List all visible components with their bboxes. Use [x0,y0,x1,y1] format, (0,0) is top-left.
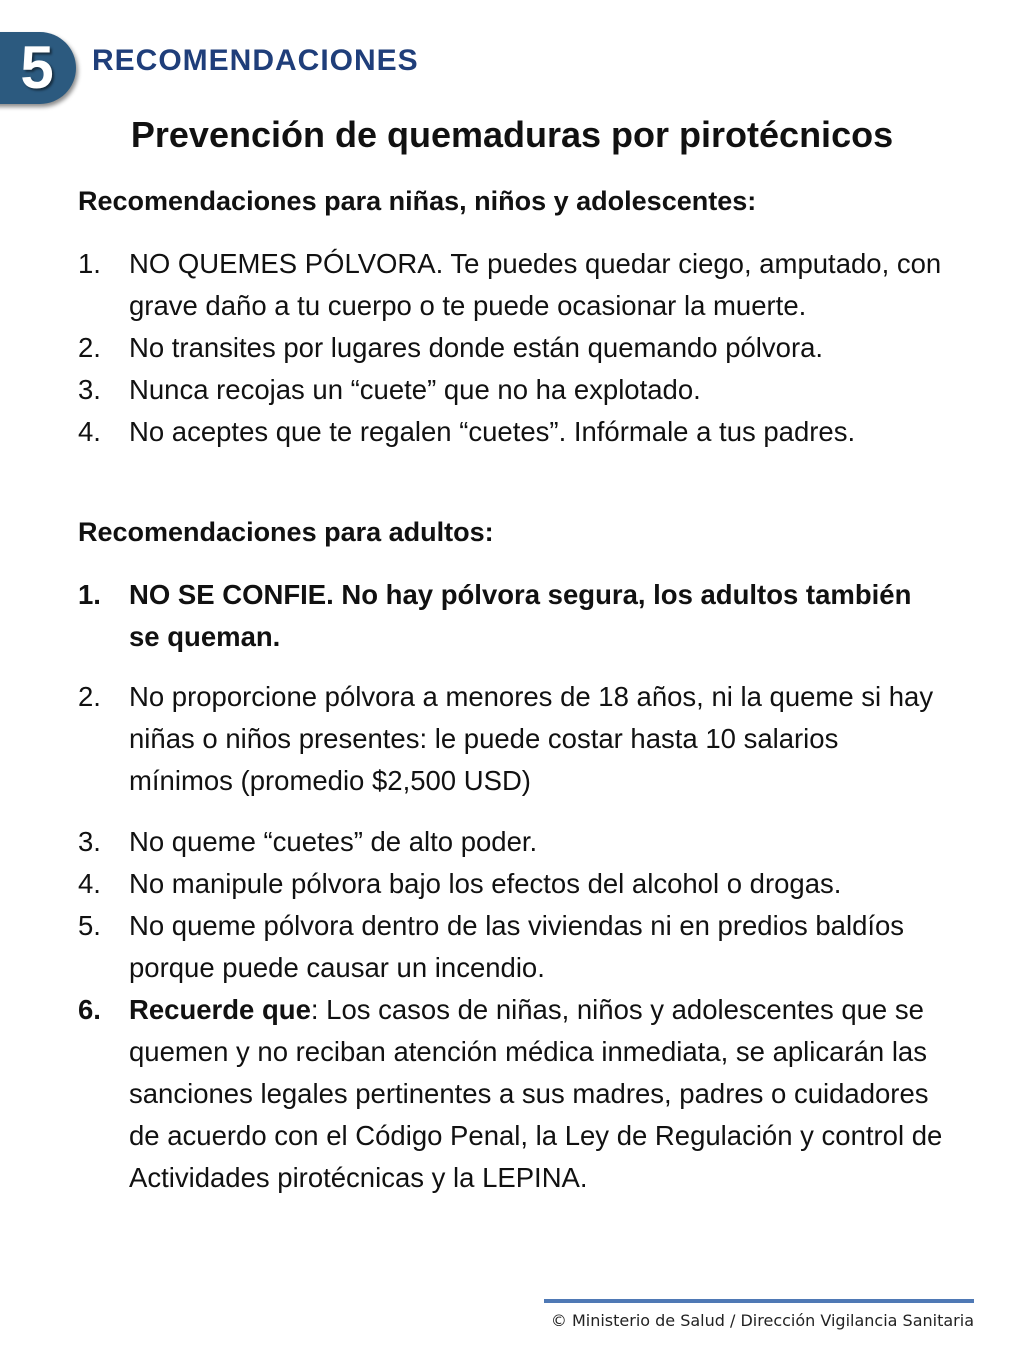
list-item [78,411,948,453]
adults-recommendations-list-a [78,574,948,658]
children-section-heading: Recomendaciones para niñas, niños y adolescentes: [78,186,757,216]
section-number: 5 [20,34,54,101]
item-text: No manipule pólvora bajo los efectos del alcohol o drogas. [129,868,842,899]
item-bold-text: Recuerde que [129,994,311,1025]
item-number: 2. [78,332,101,363]
list-item [78,243,948,327]
children-recommendations-list [78,243,948,453]
adults-recommendations-list-b [78,676,948,802]
item-text: No aceptes que te regalen “cuetes”. Infórmale a tus padres. [129,416,856,447]
item-number: 1. [78,579,101,610]
page-title: Prevención de quemaduras por pirotécnicos [130,114,894,155]
item-number: 3. [78,374,101,405]
item-text: NO SE CONFIE. No hay pólvora segura, los adultos también se queman. [129,579,912,652]
item-text: No proporcione pólvora a menores de 18 años, ni la queme si hay niñas o niños presentes: le puede costar hasta 10 salarios mínimos (promedio $2,500 USD) [129,681,934,796]
item-number: 6. [78,994,101,1025]
section-number-badge [0,32,76,104]
item-number: 5. [78,910,101,941]
item-number: 4. [78,416,101,447]
item-number: 4. [78,868,101,899]
section-label: RECOMENDACIONES [92,44,419,77]
list-item [78,327,948,369]
adults-recommendations-list-c [78,821,948,1199]
item-text: No queme “cuetes” de alto poder. [129,826,538,857]
list-item [78,369,948,411]
item-text: No transites por lugares donde están quemando pólvora. [129,332,824,363]
item-text: : Los casos de niñas, niños y adolescentes que se quemen y no reciban atención médica inmediata, se aplicarán las sanciones legales pertinentes a sus madres, padres o cuidadores de acuerdo con el Código Penal, la Ley de Regulación y control de Actividades pirotécnicas y la LEPINA. [129,994,943,1193]
footer-divider [544,1299,974,1303]
adults-section-heading: Recomendaciones para adultos: [78,517,494,547]
list-item [78,905,948,989]
list-item [78,574,948,658]
list-item [78,863,948,905]
list-item [78,821,948,863]
item-number: 1. [78,248,101,279]
item-text: NO QUEMES PÓLVORA. Te puedes quedar ciego, amputado, con grave daño a tu cuerpo o te puede ocasionar la muerte. [129,248,942,321]
item-number: 2. [78,681,101,712]
footer-copyright: © Ministerio de Salud / Dirección Vigilancia Sanitaria [550,1311,974,1330]
item-text: Nunca recojas un “cuete” que no ha explotado. [129,374,701,405]
item-text: No queme pólvora dentro de las viviendas ni en predios baldíos porque puede causar un incendio. [129,910,905,983]
item-number: 3. [78,826,101,857]
list-item [78,989,948,1199]
list-item [78,676,948,802]
